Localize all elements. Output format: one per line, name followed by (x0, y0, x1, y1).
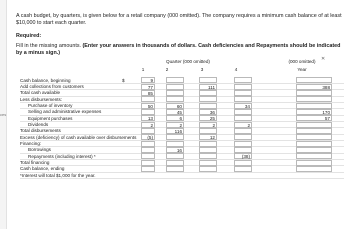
amount-input-q4[interactable] (234, 109, 252, 115)
row-label: Add collections from customers (20, 83, 84, 89)
row-label: Selling and administrative expenses (28, 109, 102, 115)
given-amount: 45 (176, 109, 182, 115)
given-amount: 2 (179, 122, 182, 128)
given-amount: 85 (147, 90, 153, 96)
amount-input-q4[interactable] (234, 166, 252, 172)
given-amount: 36 (209, 109, 215, 115)
amount-input-year[interactable] (296, 141, 332, 147)
given-amount: 6 (179, 116, 182, 122)
amount-input-year[interactable] (296, 77, 332, 83)
given-amount: 170 (322, 109, 330, 115)
amount-input-q1[interactable] (141, 77, 155, 83)
close-icon[interactable]: ✕ (321, 56, 326, 62)
amount-input-year[interactable] (296, 153, 332, 159)
amount-input-q4[interactable] (234, 153, 252, 159)
instructions-text: Fill in the missing amounts. (16, 43, 83, 49)
currency-symbol: $ (122, 77, 125, 83)
amount-input-q4[interactable] (234, 147, 252, 153)
quarter-4-header: 4 (234, 67, 238, 72)
amount-input-q3[interactable] (199, 96, 217, 102)
quarter-2-header: 2 (165, 67, 169, 72)
amount-input-q1[interactable] (141, 90, 155, 96)
amount-input-q4[interactable] (234, 96, 252, 102)
row-label: Total disbursements (20, 128, 61, 134)
row-label: Excess (deficiency) of cash available over disbursements (20, 134, 137, 140)
row-divider (20, 178, 344, 179)
amount-input-q4[interactable] (234, 84, 252, 90)
quarter-3-header: 3 (200, 67, 204, 72)
row-label: Total cash available (20, 90, 61, 96)
amount-input-q2[interactable] (166, 90, 184, 96)
side-label: ces (0, 112, 7, 117)
given-amount: 16 (176, 148, 182, 154)
row-label: Cash balance, beginning (20, 77, 71, 83)
amount-input-q2[interactable] (166, 115, 184, 121)
amount-input-year[interactable] (296, 103, 332, 109)
amount-input-q1[interactable] (141, 122, 155, 128)
instructions-bold: (Enter your answers in thousands of dollars. Cash deficiencies and Repayments should be indicated by a minus sign.) (16, 43, 341, 56)
amount-input-q1[interactable] (141, 134, 155, 140)
amount-input-q1[interactable] (141, 115, 155, 121)
given-amount: 77 (147, 84, 153, 90)
amount-input-q1[interactable] (141, 147, 155, 153)
given-amount: 57 (324, 116, 330, 122)
row-label: *Interest will total $1,000 for the year. (20, 172, 96, 178)
amount-input-q1[interactable] (141, 153, 155, 159)
amount-input-year[interactable] (296, 160, 332, 166)
amount-input-q2[interactable] (166, 77, 184, 83)
amount-input-q4[interactable] (234, 134, 252, 140)
row-label: Financing: (20, 141, 42, 146)
row-label: Less disbursements: (20, 96, 63, 102)
given-amount: 116 (174, 129, 182, 134)
amount-input-q1[interactable] (141, 128, 155, 134)
amount-input-q4[interactable] (234, 122, 252, 128)
amount-input-q3[interactable] (199, 166, 217, 172)
amount-input-q2[interactable] (166, 84, 184, 90)
given-amount: 388 (322, 84, 330, 90)
given-amount: 25 (209, 116, 215, 122)
amount-input-q1[interactable] (141, 96, 155, 102)
amount-input-year[interactable] (296, 128, 332, 134)
quarter-group-header: Quarter (000 omitted) (166, 59, 210, 64)
given-amount: 2 (150, 122, 153, 128)
amount-input-q4[interactable] (234, 141, 252, 147)
row-label: Total financing (20, 160, 50, 166)
amount-input-q3[interactable] (199, 134, 217, 140)
amount-input-year[interactable] (296, 134, 332, 140)
amount-input-year[interactable] (296, 115, 332, 121)
amount-input-year[interactable] (296, 90, 332, 96)
given-amount: 9 (150, 78, 153, 84)
amount-input-q1[interactable] (141, 166, 155, 172)
amount-input-year[interactable] (296, 147, 332, 153)
amount-input-q2[interactable] (166, 122, 184, 128)
row-label: Repayments (including interest) * (28, 153, 96, 159)
amount-input-q4[interactable] (234, 103, 252, 109)
amount-input-q4[interactable] (234, 77, 252, 83)
amount-input-q2[interactable] (166, 141, 184, 147)
amount-input-q2[interactable] (166, 160, 184, 166)
given-amount: 50 (147, 103, 153, 109)
given-amount: 2 (212, 122, 215, 128)
amount-input-q3[interactable] (199, 109, 217, 115)
amount-input-q3[interactable] (199, 153, 217, 159)
row-label: Cash balance, ending (20, 166, 65, 172)
amount-input-q4[interactable] (234, 128, 252, 134)
quarter-1-header: 1 (141, 67, 145, 72)
amount-input-q2[interactable] (166, 109, 184, 115)
amount-input-q3[interactable] (199, 160, 217, 166)
problem-intro: A cash budget, by quarters, is given below for a retail company (000 omitted). The company requires a minimum cash balance of at least $10,000 to start each quarter. (16, 13, 342, 26)
given-amount: 12 (209, 135, 215, 141)
given-amount: 60 (176, 103, 182, 109)
amount-input-q2[interactable] (166, 128, 184, 134)
year-column-header: Year (297, 67, 307, 72)
given-amount: 34 (244, 103, 250, 109)
cash-budget-table (20, 58, 344, 178)
amount-input-q4[interactable] (234, 115, 252, 121)
row-label: Borrowings (28, 147, 51, 153)
amount-input-q1[interactable] (141, 141, 155, 147)
amount-input-q1[interactable] (141, 160, 155, 166)
amount-input-q3[interactable] (199, 90, 217, 96)
amount-input-q2[interactable] (166, 153, 184, 159)
amount-input-q2[interactable] (166, 96, 184, 102)
amount-input-q3[interactable] (199, 103, 217, 109)
amount-input-q3[interactable] (199, 122, 217, 128)
row-label: Equipment purchases (28, 115, 73, 121)
amount-input-q1[interactable] (141, 109, 155, 115)
given-amount: 2 (247, 122, 250, 128)
amount-input-q1[interactable] (141, 84, 155, 90)
amount-input-year[interactable] (296, 122, 332, 128)
amount-input-q2[interactable] (166, 134, 184, 140)
amount-input-q2[interactable] (166, 166, 184, 172)
given-amount: 111 (208, 84, 215, 90)
amount-input-year[interactable] (296, 109, 332, 115)
amount-input-q4[interactable] (234, 90, 252, 96)
amount-input-year[interactable] (296, 166, 332, 172)
amount-input-q2[interactable] (166, 103, 184, 109)
given-amount: 13 (147, 116, 153, 122)
amount-input-q3[interactable] (199, 128, 217, 134)
amount-input-year[interactable] (296, 84, 332, 90)
row-label: Dividends (28, 121, 49, 127)
row-label: Purchase of inventory (28, 102, 73, 108)
amount-input-q3[interactable] (199, 77, 217, 83)
instructions (16, 43, 344, 56)
required-heading: Required: (16, 33, 42, 39)
amount-input-year[interactable] (296, 96, 332, 102)
amount-input-q3[interactable] (199, 84, 217, 90)
amount-input-q1[interactable] (141, 103, 155, 109)
given-amount: (38) (241, 154, 250, 160)
amount-input-q4[interactable] (234, 160, 252, 166)
year-group-header: (000 omitted) (288, 59, 316, 64)
amount-input-q3[interactable] (199, 141, 217, 147)
given-amount: (5) (147, 135, 153, 141)
amount-input-q3[interactable] (199, 115, 217, 121)
amount-input-q3[interactable] (199, 147, 217, 153)
amount-input-q2[interactable] (166, 147, 184, 153)
